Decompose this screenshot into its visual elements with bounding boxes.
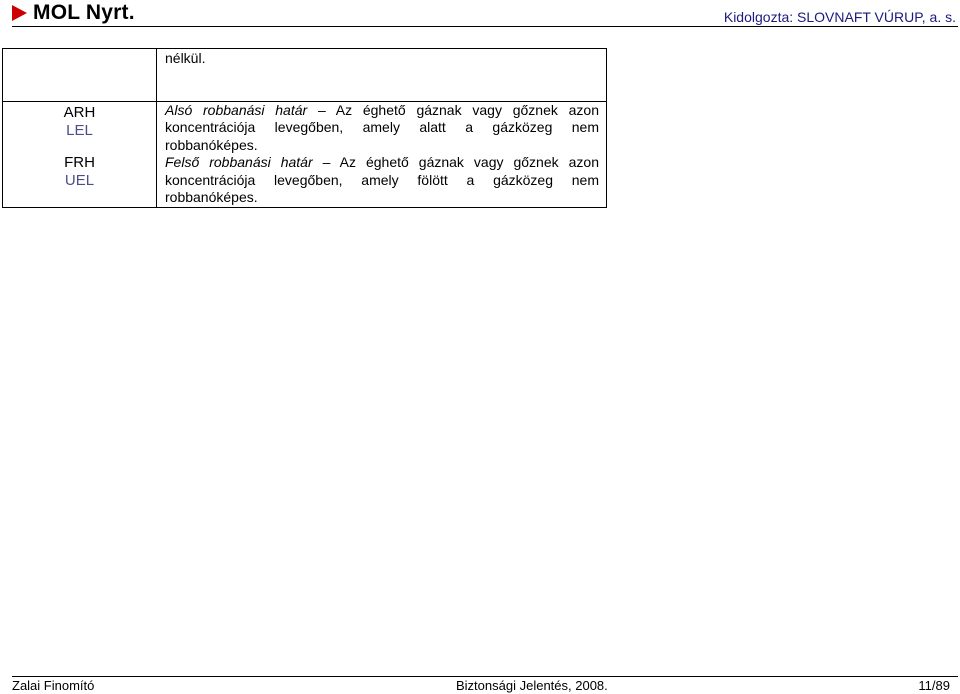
abbr-hu: FRH [64, 153, 95, 171]
definition-text: – Az éghető gáznak vagy gőznek azon koncentrációja levegőben, amely alatt a gázközeg nem robbanóképes. [165, 101, 599, 153]
definition-text: – Az éghető gáznak vagy gőznek azon koncentrációja levegőben, amely fölött a gázközeg nem robbanóképes. [165, 154, 599, 205]
abbr-cell-empty [3, 49, 157, 102]
abbr-en: UEL [64, 171, 95, 189]
definition-term: Felső robbanási határ [165, 154, 313, 170]
definitions-table [2, 48, 607, 208]
table-row [3, 101, 607, 207]
footer-site: Zalai Finomító [12, 678, 95, 693]
definition-uel [165, 154, 599, 207]
definition-lel [165, 102, 599, 155]
footer-document-title: Biztonsági Jelentés, 2008. [456, 678, 608, 693]
abbr-cell [3, 101, 157, 207]
table-row [3, 49, 607, 102]
abbr-frh [3, 154, 156, 190]
footer-divider [12, 676, 958, 677]
company-logo [12, 1, 135, 25]
abbr-arh [3, 104, 156, 140]
abbr-hu: ARH [63, 103, 96, 121]
page-header [0, 0, 960, 28]
footer-page-number: 11/89 [918, 678, 950, 693]
company-name: MOL Nyrt. [33, 1, 135, 24]
continuation-text: nélkül. [157, 49, 607, 102]
header-divider [12, 26, 958, 27]
definition-term: Alsó robbanási határ [165, 101, 308, 118]
definition-cell [157, 101, 607, 207]
abbr-en: LEL [66, 121, 93, 139]
prepared-by: Kidolgozta: SLOVNAFT VÚRUP, a. s. [723, 9, 956, 25]
logo-arrow-icon [12, 5, 27, 21]
